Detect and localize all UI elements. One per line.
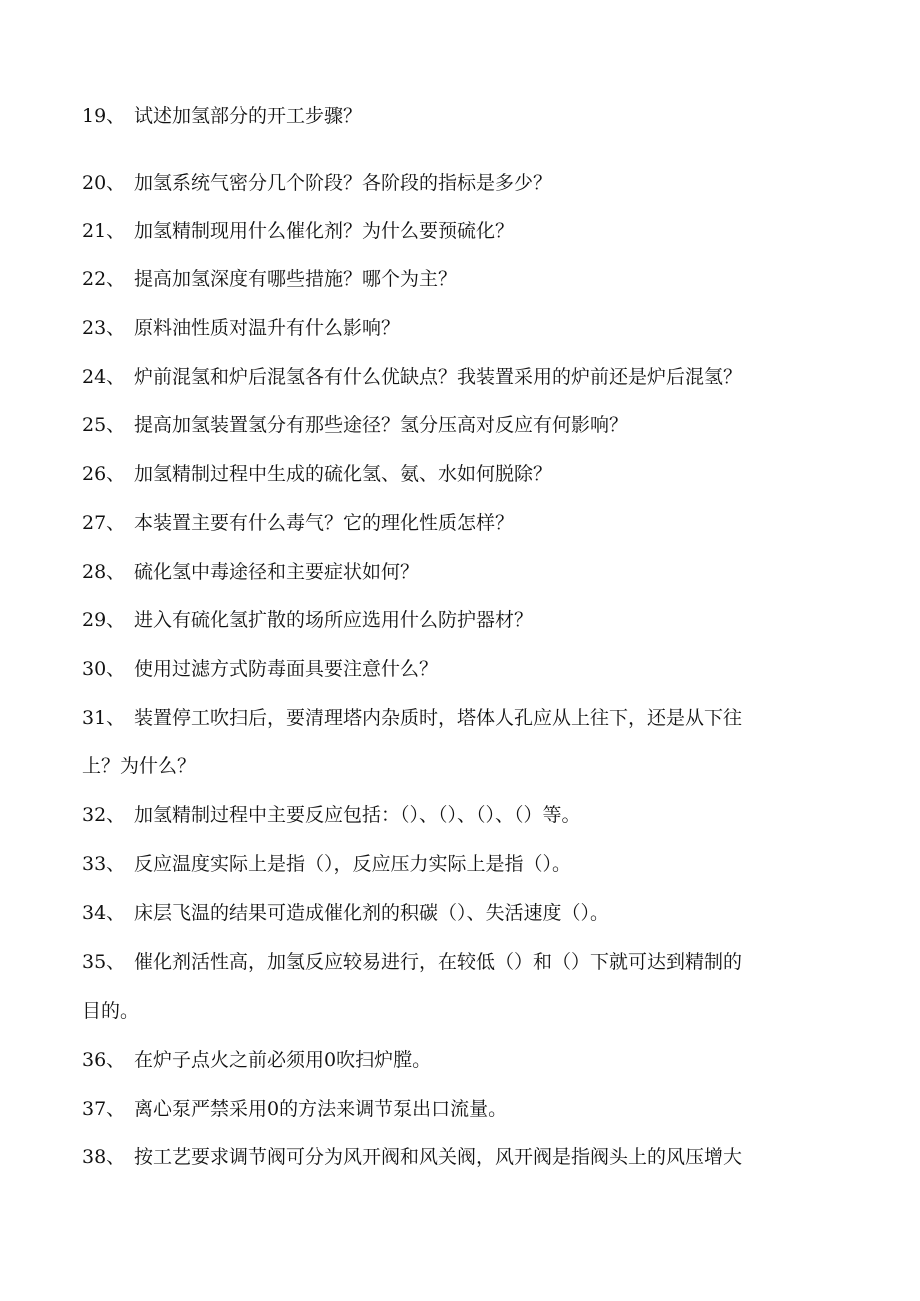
question-text: 进入有硫化氢扩散的场所应选用什么防护器材？: [134, 609, 534, 631]
question-text: 加氢精制现用什么催化剂？为什么要预硫化？: [134, 220, 515, 242]
question-26: [82, 462, 842, 486]
question-text: 床层飞温的结果可造成催化剂的积碳（）、失活速度（）。: [134, 902, 610, 924]
question-32: [82, 803, 842, 827]
question-text: 加氢精制过程中主要反应包括：（）、（）、（）、（）等。: [134, 804, 581, 826]
question-37: [82, 1097, 842, 1121]
question-number: 24、: [82, 366, 126, 388]
question-number: 19、: [82, 105, 126, 127]
question-text: 按工艺要求调节阀可分为风开阀和风关阀，风开阀是指阀头上的风压增大: [134, 1146, 743, 1168]
question-text: 硫化氢中毒途径和主要症状如何？: [134, 561, 420, 583]
question-number: 29、: [82, 609, 126, 631]
question-number: 25、: [82, 414, 126, 436]
question-number: 37、: [82, 1098, 126, 1120]
question-38: [82, 1145, 842, 1169]
question-number: 28、: [82, 561, 126, 583]
question-number: 23、: [82, 317, 126, 339]
question-27: [82, 511, 842, 535]
question-number: 38、: [82, 1146, 126, 1168]
question-36: [82, 1048, 842, 1072]
question-number: 31、: [82, 707, 126, 729]
question-number: 32、: [82, 804, 126, 826]
question-20: [82, 171, 842, 195]
question-24: [82, 365, 842, 389]
question-text: 装置停工吹扫后，要清理塔内杂质时，塔体人孔应从上往下，还是从下往: [134, 707, 743, 729]
question-number: 21、: [82, 220, 126, 242]
question-25: [82, 413, 842, 437]
question-30: [82, 657, 842, 681]
question-number: 26、: [82, 463, 126, 485]
question-text-continuation: 目的。: [82, 1000, 140, 1022]
question-text-continuation: 上？为什么？: [82, 755, 197, 777]
question-number: 35、: [82, 951, 126, 973]
question-text: 本装置主要有什么毒气？它的理化性质怎样？: [134, 512, 515, 534]
question-text: 反应温度实际上是指（），反应压力实际上是指（）。: [134, 853, 572, 875]
question-text: 原料油性质对温升有什么影响？: [134, 317, 401, 339]
question-number: 34、: [82, 902, 126, 924]
question-text: 在炉子点火之前必须用0吹扫炉膛。: [134, 1049, 432, 1071]
question-text: 加氢系统气密分几个阶段？各阶段的指标是多少？: [134, 172, 553, 194]
question-text: 催化剂活性高，加氢反应较易进行，在较低（）和（）下就可达到精制的: [134, 951, 743, 973]
question-34: [82, 901, 842, 925]
question-35-continuation: [82, 999, 842, 1023]
question-31: [82, 706, 842, 730]
question-number: 36、: [82, 1049, 126, 1071]
question-21: [82, 219, 842, 243]
question-text: 提高加氢深度有哪些措施？哪个为主？: [134, 268, 458, 290]
question-text: 离心泵严禁采用0的方法来调节泵出口流量。: [134, 1098, 508, 1120]
question-text: 加氢精制过程中生成的硫化氢、氨、水如何脱除？: [134, 463, 553, 485]
question-text: 提高加氢装置氢分有那些途径？氢分压高对反应有何影响？: [134, 414, 629, 436]
question-28: [82, 560, 842, 584]
question-29: [82, 608, 842, 632]
question-number: 20、: [82, 172, 126, 194]
question-number: 30、: [82, 658, 126, 680]
question-35: [82, 950, 842, 974]
question-text: 使用过滤方式防毒面具要注意什么？: [134, 658, 439, 680]
question-text: 炉前混氢和炉后混氢各有什么优缺点？我装置采用的炉前还是炉后混氢？: [134, 366, 743, 388]
question-33: [82, 852, 842, 876]
question-text: 试述加氢部分的开工步骤？: [134, 105, 363, 127]
question-19: [82, 104, 842, 128]
question-number: 27、: [82, 512, 126, 534]
question-22: [82, 267, 842, 291]
question-23: [82, 316, 842, 340]
question-number: 33、: [82, 853, 126, 875]
question-number: 22、: [82, 268, 126, 290]
question-31-continuation: [82, 754, 842, 778]
